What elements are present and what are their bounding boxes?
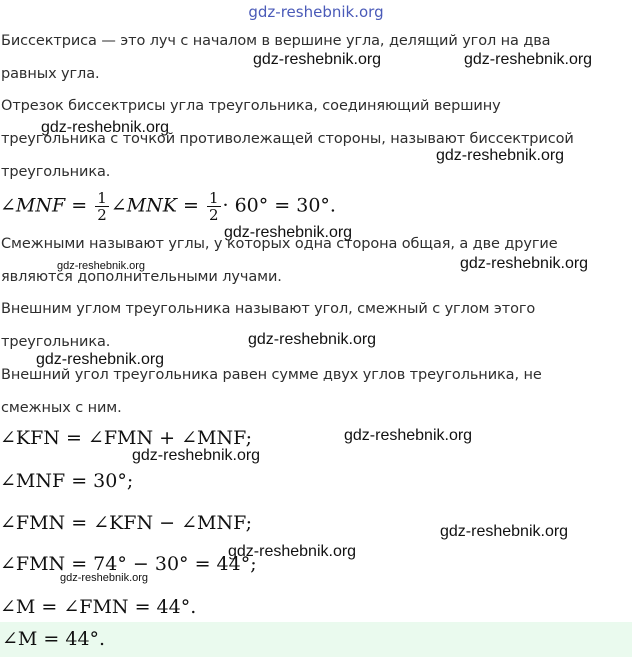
fraction-one-half-2: $\frac{1}{2}$ (208, 189, 219, 224)
theorem-exterior-line1: Внешний угол треугольника равен сумме двух углов треугольника, не (1, 367, 542, 383)
formula-m-equals: ∠M = ∠FMN = 44°. (0, 596, 197, 618)
watermark: gdz-reshebnik.org (464, 51, 593, 68)
watermark: gdz-reshebnik.org (253, 51, 382, 68)
definition-exterior-line2: треугольника. (1, 334, 111, 350)
definition-triangle-bisector-line1: Отрезок биссектрисы угла треугольника, соединяющий вершину (1, 98, 501, 114)
formula-mnf-mid: ∠MNK = (110, 194, 199, 217)
formula-kfn-sum: ∠KFN = ∠FMN + ∠MNF; (0, 427, 253, 449)
formula-mnf-half (0, 190, 336, 223)
formula-mnf-left: ∠MNF = (0, 194, 88, 217)
definition-triangle-bisector-line2: треугольника с точкой противолежащей стороны, называют биссектрисой (1, 131, 574, 147)
watermark: gdz-reshebnik.org (36, 351, 165, 368)
definition-adjacent-line2: являются дополнительными лучами. (1, 269, 282, 285)
formula-mnf-value: ∠MNF = 30°; (0, 470, 134, 492)
formula-fmn-value: ∠FMN = 74° − 30° = 44°; (0, 553, 257, 575)
watermark: gdz-reshebnik.org (436, 147, 565, 164)
watermark: gdz-reshebnik.org (60, 572, 149, 584)
definition-bisector-line2: равных угла. (1, 66, 100, 82)
watermark: gdz-reshebnik.org (41, 119, 170, 136)
theorem-exterior-line2: смежных с ним. (1, 400, 122, 416)
watermark: gdz-reshebnik.org (344, 427, 473, 444)
watermark: gdz-reshebnik.org (440, 523, 569, 540)
formula-mnf-right: · 60° = 30°. (222, 194, 336, 217)
formula-fmn-diff: ∠FMN = ∠KFN − ∠MNF; (0, 512, 253, 534)
definition-triangle-bisector-line3: треугольника. (1, 164, 111, 180)
watermark: gdz-reshebnik.org (57, 260, 146, 272)
answer-formula: ∠M = 44°. (2, 628, 106, 650)
watermark: gdz-reshebnik.org (132, 447, 261, 464)
definition-bisector-line1: Биссектриса — это луч с началом в вершине угла, делящий угол на два (1, 33, 551, 49)
site-header[interactable]: gdz-reshebnik.org (248, 3, 384, 21)
watermark: gdz-reshebnik.org (228, 543, 357, 560)
fraction-one-half: $\frac{1}{2}$ (97, 189, 107, 224)
watermark: gdz-reshebnik.org (248, 331, 377, 348)
watermark: gdz-reshebnik.org (460, 255, 589, 272)
watermark: gdz-reshebnik.org (224, 224, 353, 241)
definition-adjacent-line1: Смежными называют углы, у которых одна сторона общая, а две другие (1, 236, 558, 252)
definition-exterior-line1: Внешним углом треугольника называют угол, смежный с углом этого (1, 301, 536, 317)
